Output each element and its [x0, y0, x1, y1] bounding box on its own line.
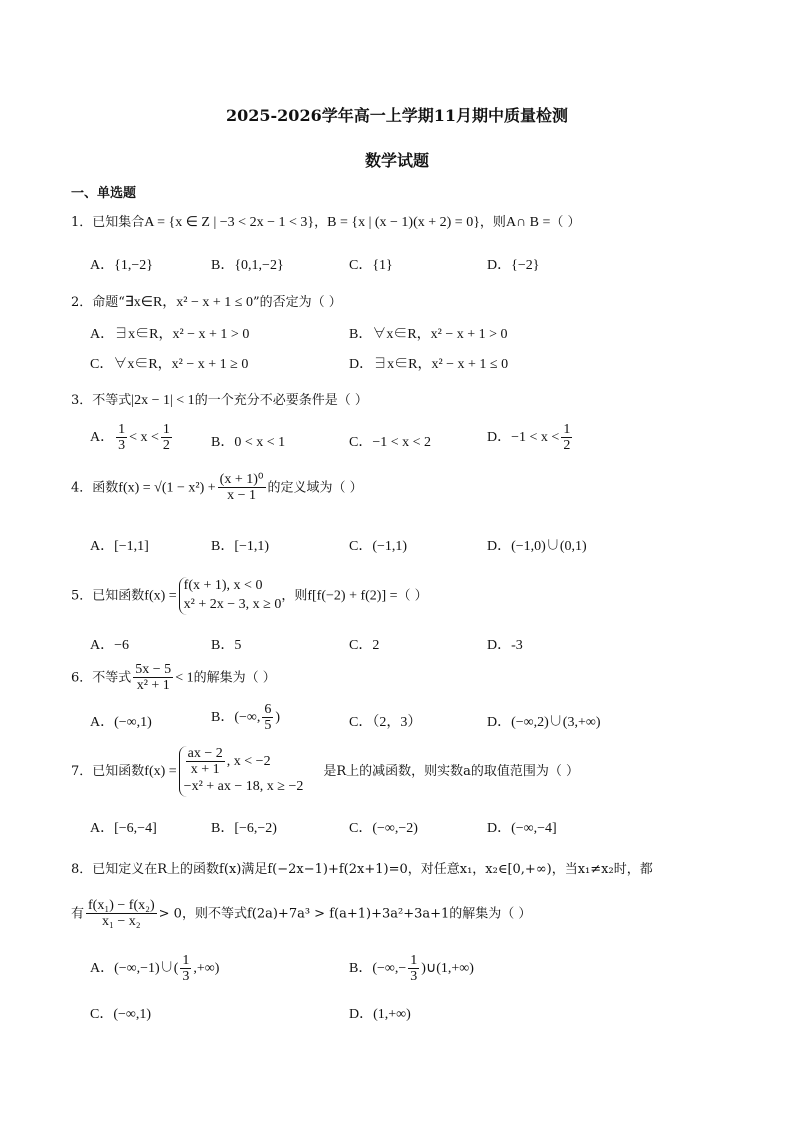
- q3-inequality: |2x − 1| < 1: [131, 393, 195, 408]
- q4-option-b[interactable]: B．[−1,1): [211, 539, 270, 554]
- q6-rel: < 1: [175, 670, 194, 686]
- question-1-stem: [71, 211, 581, 231]
- q8b-pre: (−∞,−: [372, 961, 407, 977]
- q4-frac: [218, 472, 266, 504]
- q3d-frac: [561, 422, 572, 454]
- q8-option-c[interactable]: C．(−∞,1): [90, 1007, 152, 1022]
- q4-num: (x + 1)⁰: [219, 472, 264, 487]
- q3a-n1: 1: [118, 422, 126, 437]
- q6-option-b[interactable]: [211, 702, 280, 734]
- q5-option-c[interactable]: C．2: [349, 638, 380, 653]
- q8-option-a[interactable]: [90, 953, 219, 985]
- q1-set-a: A = {x ∈ Z | −3 < 2x − 1 < 3}: [144, 215, 315, 230]
- q6-option-a[interactable]: A．(−∞,1): [90, 715, 152, 730]
- q4-option-a[interactable]: A．[−1,1]: [90, 539, 149, 554]
- q3-suffix: 的一个充分不必要条件是（ ）: [194, 393, 368, 408]
- q3a-mid: < x <: [129, 430, 159, 446]
- q8a-d: 3: [182, 969, 190, 985]
- q6b-n: 6: [264, 702, 272, 717]
- q7-case1-frac: [186, 746, 225, 778]
- q1-suffix: （ ）: [550, 215, 581, 230]
- q5-case2: x² + 2x − 3, x ≥ 0: [183, 596, 282, 612]
- q5-suffix: （ ）: [397, 588, 428, 604]
- q2-option-b[interactable]: B．∀x∈R，x² − x + 1 > 0: [349, 327, 508, 342]
- q1-option-c[interactable]: C．{1}: [349, 258, 393, 273]
- q6b-pre: (−∞,: [234, 710, 261, 726]
- q6b-post: ): [275, 710, 281, 726]
- question-7-stem: [71, 746, 579, 797]
- q4-suffix: 的定义域为（ ）: [267, 480, 363, 496]
- q8a-frac: [180, 953, 191, 985]
- question-2-stem: [71, 291, 342, 311]
- q8a-label: A．: [90, 961, 115, 977]
- q3-option-b[interactable]: B．0 < x < 1: [211, 435, 286, 450]
- q1-set-b: B = {x | (x − 1)(x + 2) = 0}: [327, 215, 480, 230]
- q7-piecewise: [179, 746, 304, 797]
- q6-num: 5x − 5: [135, 662, 172, 677]
- q3d-pre: −1 < x <: [511, 430, 560, 446]
- q7-option-b[interactable]: B．[−6,−2): [211, 821, 277, 836]
- q6-den: x² + 1: [136, 678, 170, 694]
- q5-case1: f(x + 1), x < 0: [183, 578, 263, 593]
- q3a-frac2: [161, 422, 172, 454]
- q8-frac: [86, 898, 157, 930]
- q2-proposition: ∃x∈R，x² − x + 1 ≤ 0: [124, 295, 253, 310]
- q6-prefix: 6．不等式: [71, 670, 132, 686]
- q8b-post: )∪(1,+∞): [421, 961, 474, 977]
- q1-mid: ，则: [479, 215, 506, 230]
- q3-prefix: 3．不等式: [71, 393, 132, 408]
- q2-option-a[interactable]: A．∃x∈R，x² − x + 1 > 0: [90, 327, 250, 342]
- q3d-label: D．: [487, 430, 512, 446]
- question-8-line1: 8．已知定义在R上的函数f(x)满足f(−2x−1)+f(2x+1)=0，对任意x₁，x₂∈[0,+∞)，当x₁≠x₂时，都: [71, 862, 653, 877]
- q4-option-c[interactable]: C．(−1,1): [349, 539, 408, 554]
- q6-option-c[interactable]: C．（2，3）: [349, 715, 422, 730]
- q2-prefix: 2．命题“: [71, 295, 125, 310]
- q3a-frac1: [116, 422, 127, 454]
- q3-option-c[interactable]: C．−1 < x < 2: [349, 435, 432, 450]
- question-5-stem: [71, 577, 428, 615]
- q4-expr: f(x) = √(1 − x²) +: [118, 480, 216, 496]
- q3-option-d[interactable]: [487, 422, 574, 454]
- q6b-d: 5: [264, 718, 272, 734]
- q7-f: f(x) =: [144, 763, 177, 779]
- q8-option-d[interactable]: D．(1,+∞): [349, 1007, 411, 1022]
- q4-option-d[interactable]: D．(−1,0)∪(0,1): [487, 539, 587, 554]
- q8b-label: B．: [349, 961, 373, 977]
- q5-prefix: 5．已知函数: [71, 588, 145, 604]
- q3a-n2: 1: [162, 422, 170, 437]
- q3a-d2: 2: [162, 438, 170, 454]
- q2-option-d[interactable]: D．∃x∈R，x² − x + 1 ≤ 0: [349, 357, 509, 372]
- q1-sep: ，: [314, 215, 328, 230]
- q7-case1-cond: , x < −2: [226, 754, 271, 770]
- q4-den: x − 1: [227, 488, 257, 504]
- q3a-d1: 3: [118, 438, 126, 454]
- question-3-stem: [71, 389, 368, 409]
- q8a-n: 1: [182, 953, 190, 968]
- question-6-stem: [71, 662, 276, 694]
- q2-option-c[interactable]: C．∀x∈R，x² − x + 1 ≥ 0: [90, 357, 249, 372]
- q1-option-a[interactable]: A．{1,−2}: [90, 258, 153, 273]
- q8b-frac: [408, 953, 419, 985]
- q7-prefix: 7．已知函数: [71, 763, 145, 779]
- q8a-pre: (−∞,−1)∪(: [114, 961, 179, 977]
- exam-title: 2025-2026学年高一上学期11月期中质量检测: [226, 106, 568, 125]
- q5-expr: f[f(−2) + f(2)] =: [307, 588, 398, 604]
- q7-case1-num: ax − 2: [187, 746, 223, 761]
- q2-suffix: ”的否定为（ ）: [252, 295, 342, 310]
- q6b-frac: [262, 702, 273, 734]
- q8-line2-text: > 0，则不等式f(2a)+7a³ > f(a+1)+3a²+3a+1的解集为（ ）: [158, 906, 532, 922]
- q5-f: f(x) =: [144, 588, 177, 604]
- q5-option-b[interactable]: B．5: [211, 638, 242, 653]
- q5-option-a[interactable]: A．−6: [90, 638, 130, 653]
- q8b-d: 3: [410, 969, 418, 985]
- q6-option-d[interactable]: D．(−∞,2)∪(3,+∞): [487, 715, 601, 730]
- question-4-stem: [71, 472, 363, 504]
- q5-mid: ，则: [281, 588, 308, 604]
- section-heading: 一、单选题: [71, 186, 137, 201]
- q7-suffix: 是R上的减函数，则实数a的取值范围为（ ）: [323, 763, 580, 779]
- q7-option-a[interactable]: A．[−6,−4]: [90, 821, 157, 836]
- exam-subtitle: 数学试题: [364, 151, 429, 170]
- q5-option-d[interactable]: D．-3: [487, 638, 523, 653]
- q3d-d: 2: [563, 438, 571, 454]
- q8-option-b[interactable]: [349, 953, 474, 985]
- question-8-line2: [71, 898, 531, 930]
- q8a-post: ,+∞): [193, 961, 220, 977]
- q3a-label: A．: [90, 430, 115, 446]
- q5-piecewise: [179, 577, 282, 615]
- q8b-n: 1: [410, 953, 418, 968]
- q8-den: x₁ − x₂: [102, 914, 141, 930]
- q8-num: f(x₁) − f(x₂): [88, 898, 155, 913]
- q1-option-d[interactable]: D．{−2}: [487, 258, 540, 273]
- q7-option-d[interactable]: D．(−∞,−4]: [487, 821, 557, 836]
- q4-prefix: 4．函数: [71, 480, 119, 496]
- q3d-n: 1: [563, 422, 571, 437]
- q6-frac: [133, 662, 173, 694]
- q1-expr: A∩ B =: [505, 215, 551, 230]
- q1-option-b[interactable]: B．{0,1,−2}: [211, 258, 284, 273]
- q6-suffix: 的解集为（ ）: [193, 670, 276, 686]
- q7-case1-den: x + 1: [190, 762, 220, 778]
- q1-prefix: 1．已知集合: [71, 215, 145, 230]
- q8-pre2: 有: [71, 906, 85, 922]
- q3-option-a[interactable]: [90, 422, 174, 454]
- q7-option-c[interactable]: C．(−∞,−2): [349, 821, 418, 836]
- q6b-label: B．: [211, 710, 235, 726]
- q7-case2: −x² + ax − 18, x ≥ −2: [183, 778, 304, 794]
